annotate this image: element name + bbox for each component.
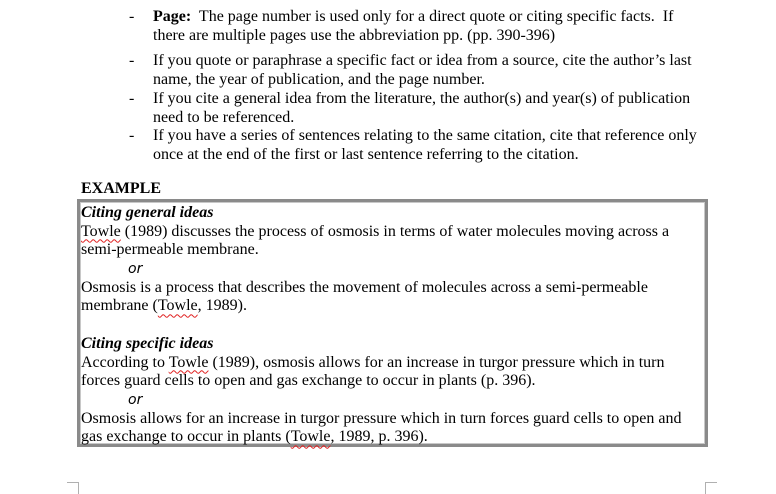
bullet-dash: - [129,52,135,69]
specific-paragraph-line: forces guard cells to open and gas exchange to occur in plants (p. 396). [81,372,536,390]
general-ideas-heading: Citing general ideas [81,204,214,221]
spellcheck-word[interactable]: Towle [168,353,209,371]
example-heading: EXAMPLE [81,180,161,197]
list-item-text: If you quote or paraphrase a specific fact or idea from a source, cite the author’s last name, the year of publication, and the page number. [153,52,692,88]
page-corner-mark-left [67,482,79,494]
or-separator: or [128,391,143,408]
list-item-text: Page: The page number is used only for a direct quote or citing specific facts. If there are multiple pages use the abbreviation pp. (pp. 390-396) [153,8,674,44]
bullet-dash: - [129,127,135,144]
bullet-dash: - [129,8,135,25]
specific-paragraph-line: Osmosis allows for an increase in turgor pressure which in turn forces guard cells to open and [81,409,682,427]
specific-paragraph-line: According to Towle (1989), osmosis allows for an increase in turgor pressure which in turn [81,353,665,371]
spellcheck-word[interactable]: Towle [157,297,198,315]
bullet-dash: - [129,90,135,107]
general-paragraph-line: Towle (1989) discusses the process of osmosis in terms of water molecules moving across a [81,222,670,240]
specific-paragraph-line: gas exchange to occur in plants (Towle, 1989, p. 396). [81,428,428,446]
example-box [77,199,708,447]
general-paragraph-line: membrane (Towle, 1989). [81,297,247,315]
example-box-content [81,204,701,447]
specific-ideas-heading: Citing specific ideas [81,334,214,352]
page-label: Page: [153,8,192,25]
page-corner-mark-right [705,482,717,494]
blank-line [81,316,701,335]
spellcheck-word[interactable]: Towle [81,222,121,240]
or-separator: or [128,261,143,278]
general-paragraph-line: Osmosis is a process that describes the movement of molecules across a semi-permeable [81,278,648,296]
list-item-text: If you have a series of sentences relating to the same citation, cite that reference only once at the end of the first or last sentence referring to the citation. [153,127,697,163]
spellcheck-word[interactable]: Towle [290,428,331,446]
general-paragraph-line: semi-permeable membrane. [81,241,259,259]
list-item-text: If you cite a general idea from the literature, the author(s) and year(s) of publication need to be referenced. [153,90,691,126]
